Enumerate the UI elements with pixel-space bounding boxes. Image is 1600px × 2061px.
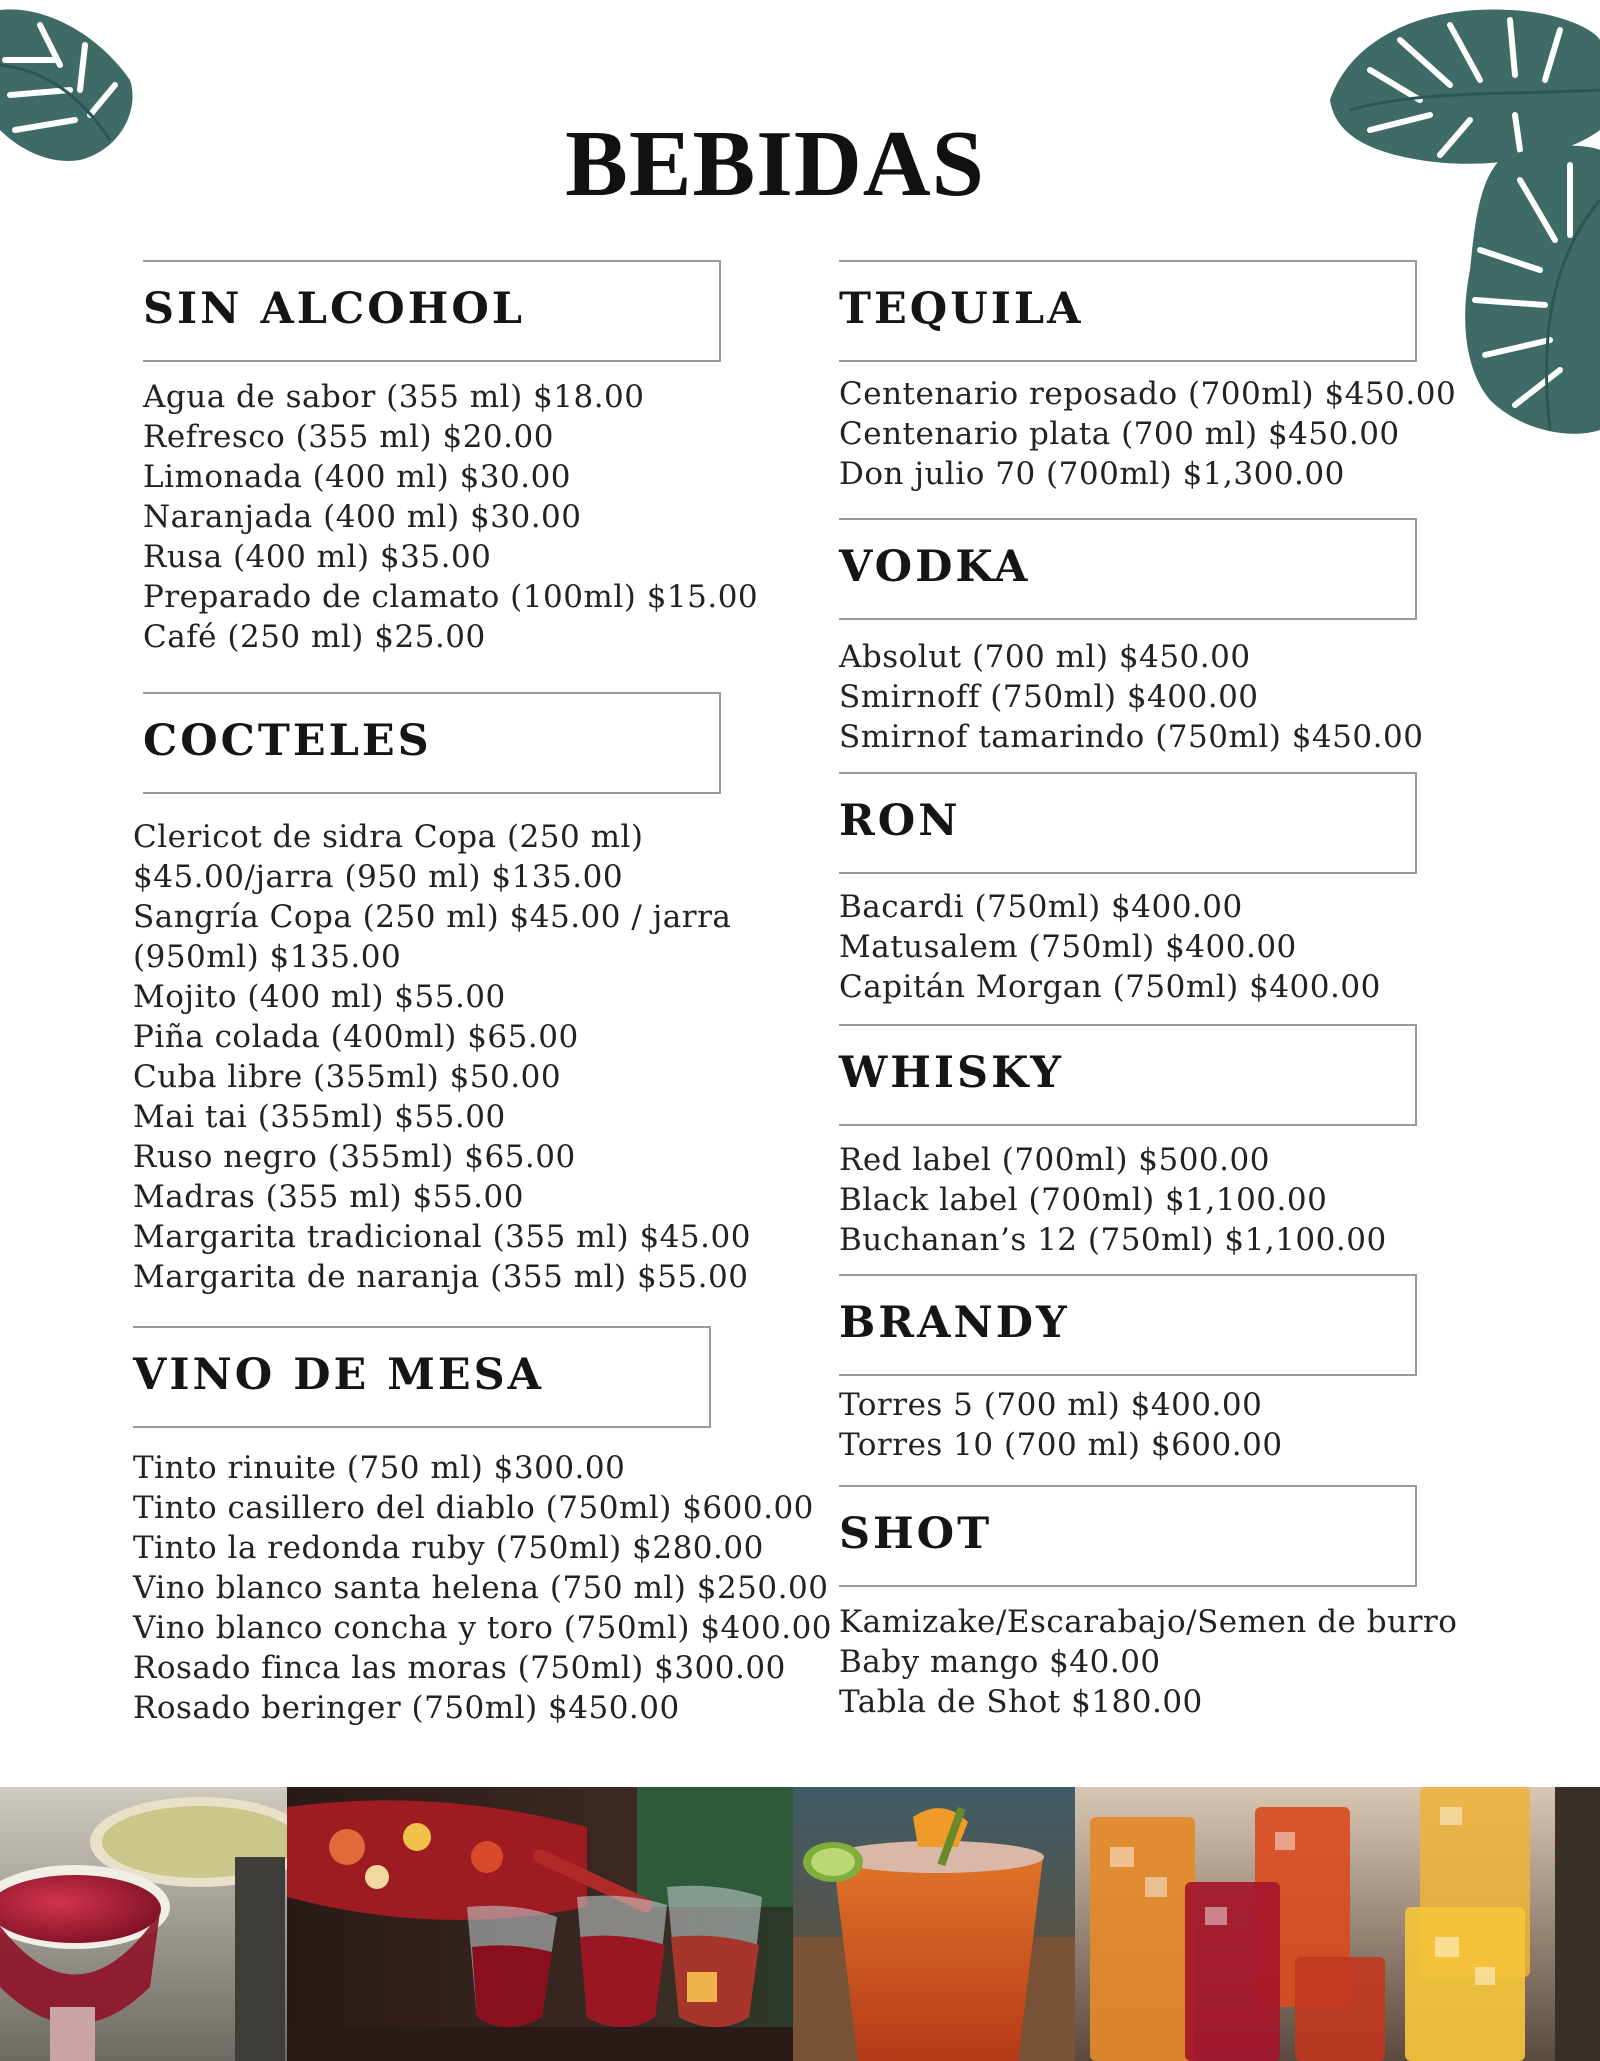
list-item: Clericot de sidra Copa (250 ml) <box>133 819 644 855</box>
list-item: Centenario reposado (700ml) $450.00 <box>839 376 1457 412</box>
list-item: Buchanan’s 12 (750ml) $1,100.00 <box>839 1222 1387 1258</box>
list-item: Capitán Morgan (750ml) $400.00 <box>839 969 1381 1005</box>
iced-drinks-photo <box>1075 1787 1600 2061</box>
list-item: Cuba libre (355ml) $50.00 <box>133 1059 562 1095</box>
michelada-photo <box>793 1787 1075 2061</box>
list-item: Mojito (400 ml) $55.00 <box>133 979 506 1015</box>
menu-title: BEBIDAS <box>565 112 985 216</box>
list-item: Ruso negro (355ml) $65.00 <box>133 1139 576 1175</box>
list-item: Refresco (355 ml) $20.00 <box>143 419 554 455</box>
section-header-ron <box>839 772 1417 874</box>
ron-list <box>839 887 1381 1007</box>
list-item: Tinto rinuite (750 ml) $300.00 <box>133 1450 626 1486</box>
sin-alcohol-list <box>143 377 758 657</box>
list-item: Smirnoff (750ml) $400.00 <box>839 679 1259 715</box>
list-item: Margarita tradicional (355 ml) $45.00 <box>133 1219 751 1255</box>
list-item: Café (250 ml) $25.00 <box>143 619 486 655</box>
list-item: Rusa (400 ml) $35.00 <box>143 539 492 575</box>
list-item: Naranjada (400 ml) $30.00 <box>143 499 582 535</box>
list-item: Red label (700ml) $500.00 <box>839 1142 1270 1178</box>
section-header-whisky <box>839 1024 1417 1126</box>
list-item: Smirnof tamarindo (750ml) $450.00 <box>839 719 1424 755</box>
section-title: VINO DE MESA <box>133 1350 545 1400</box>
photo-strip <box>0 1787 1600 2061</box>
section-header-brandy <box>839 1274 1417 1376</box>
list-item: Absolut (700 ml) $450.00 <box>839 639 1251 675</box>
section-title: VODKA <box>839 542 1031 592</box>
shot-list <box>839 1602 1457 1722</box>
list-item: Margarita de naranja (355 ml) $55.00 <box>133 1259 749 1295</box>
list-item: Tabla de Shot $180.00 <box>839 1684 1203 1720</box>
list-item: Torres 5 (700 ml) $400.00 <box>839 1387 1263 1423</box>
list-item: Bacardi (750ml) $400.00 <box>839 889 1243 925</box>
list-item: $45.00/jarra (950 ml) $135.00 <box>133 859 624 895</box>
section-header-vodka <box>839 518 1417 620</box>
list-item: Madras (355 ml) $55.00 <box>133 1179 524 1215</box>
list-item: Agua de sabor (355 ml) $18.00 <box>143 379 645 415</box>
section-title: WHISKY <box>839 1048 1065 1098</box>
sangria-photo <box>287 1787 793 2061</box>
section-header-shot <box>839 1485 1417 1587</box>
list-item: Don julio 70 (700ml) $1,300.00 <box>839 456 1345 492</box>
list-item: (950ml) $135.00 <box>133 939 402 975</box>
list-item: Torres 10 (700 ml) $600.00 <box>839 1427 1283 1463</box>
list-item: Limonada (400 ml) $30.00 <box>143 459 572 495</box>
section-header-tequila <box>839 260 1417 362</box>
list-item: Black label (700ml) $1,100.00 <box>839 1182 1328 1218</box>
brandy-list <box>839 1385 1283 1465</box>
section-header-vino-de-mesa <box>133 1326 711 1428</box>
list-item: Vino blanco santa helena (750 ml) $250.00 <box>133 1570 829 1606</box>
section-title: SHOT <box>839 1509 993 1559</box>
section-title: TEQUILA <box>839 284 1084 334</box>
list-item: Rosado beringer (750ml) $450.00 <box>133 1690 680 1726</box>
cocteles-list <box>133 817 751 1297</box>
list-item: Baby mango $40.00 <box>839 1644 1161 1680</box>
section-title: COCTELES <box>143 716 432 766</box>
whisky-list <box>839 1140 1387 1260</box>
list-item: Vino blanco concha y toro (750ml) $400.00 <box>133 1610 833 1646</box>
section-title: BRANDY <box>839 1298 1070 1348</box>
section-header-cocteles <box>143 692 721 794</box>
list-item: Rosado finca las moras (750ml) $300.00 <box>133 1650 786 1686</box>
vodka-list <box>839 637 1423 757</box>
list-item: Mai tai (355ml) $55.00 <box>133 1099 506 1135</box>
tequila-list <box>839 374 1456 494</box>
list-item: Piña colada (400ml) $65.00 <box>133 1019 579 1055</box>
list-item: Tinto casillero del diablo (750ml) $600.00 <box>133 1490 814 1526</box>
list-item: Kamizake/Escarabajo/Semen de burro <box>839 1604 1458 1640</box>
list-item: Preparado de clamato (100ml) $15.00 <box>143 579 759 615</box>
section-title: RON <box>839 796 961 846</box>
margarita-photo <box>0 1787 287 2061</box>
list-item: Matusalem (750ml) $400.00 <box>839 929 1297 965</box>
vino-de-mesa-list <box>133 1448 832 1728</box>
list-item: Tinto la redonda ruby (750ml) $280.00 <box>133 1530 764 1566</box>
list-item: Sangría Copa (250 ml) $45.00 / jarra <box>133 899 732 935</box>
list-item: Centenario plata (700 ml) $450.00 <box>839 416 1400 452</box>
section-title: SIN ALCOHOL <box>143 284 526 334</box>
section-header-sin-alcohol <box>143 260 721 362</box>
